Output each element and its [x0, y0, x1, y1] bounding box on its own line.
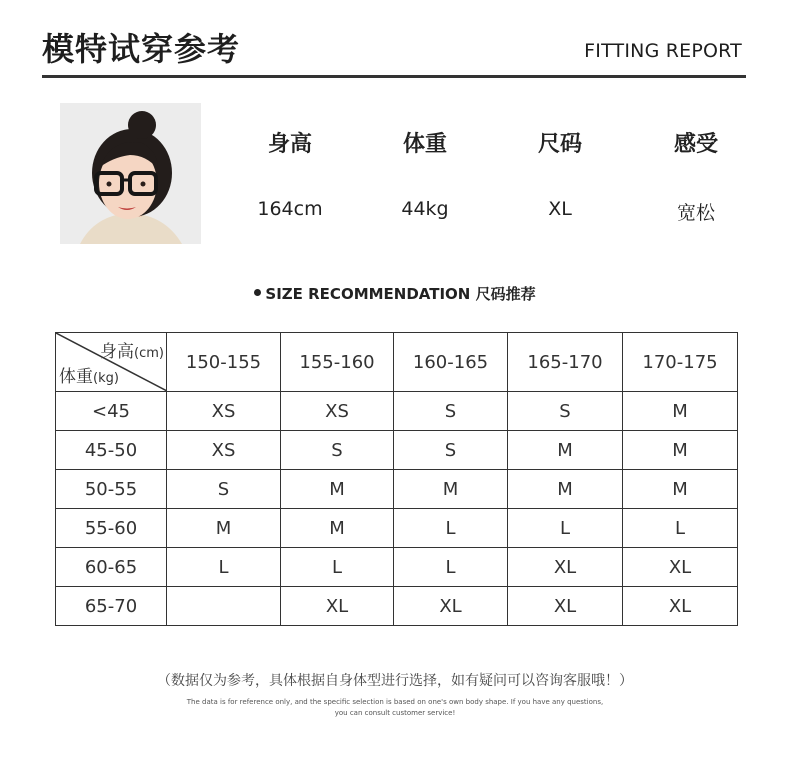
stat-feel-value: 宽松	[676, 202, 715, 224]
table-row	[56, 509, 738, 548]
bullet-icon	[254, 289, 261, 296]
weight-range-cell: 45-50	[56, 431, 167, 470]
size-cell: M	[508, 470, 623, 509]
height-range-header: 170-175	[623, 333, 738, 392]
size-recommendation-heading	[0, 283, 790, 304]
size-cell: XL	[508, 587, 623, 626]
disclaimer-en-line2: you can consult customer service!	[334, 709, 456, 717]
size-cell: L	[394, 509, 508, 548]
size-cell: M	[623, 431, 738, 470]
size-cell: M	[281, 470, 394, 509]
size-cell: M	[623, 470, 738, 509]
table-row	[56, 431, 738, 470]
weight-range-cell: 65-70	[56, 587, 167, 626]
page-subtitle: FITTING REPORT	[584, 40, 742, 62]
height-range-header: 150-155	[167, 333, 281, 392]
size-cell: S	[394, 431, 508, 470]
stat-height-value: 164cm	[257, 198, 323, 220]
size-cell: S	[508, 392, 623, 431]
size-cell: L	[623, 509, 738, 548]
stat-feel-label: 感受	[673, 132, 718, 157]
size-cell: M	[167, 509, 281, 548]
table-row	[56, 470, 738, 509]
corner-height-unit: (cm)	[134, 346, 164, 361]
size-cell: L	[167, 548, 281, 587]
size-cell: M	[623, 392, 738, 431]
corner-weight-label	[59, 362, 119, 387]
size-cell: L	[281, 548, 394, 587]
page-title: 模特试穿参考	[42, 30, 241, 68]
weight-range-cell: 55-60	[56, 509, 167, 548]
size-cell: XL	[623, 548, 738, 587]
size-cell: S	[167, 470, 281, 509]
size-cell: L	[508, 509, 623, 548]
disclaimer-cn: （数据仅为参考，具体根据自身体型进行选择，如有疑问可以咨询客服哦！）	[157, 673, 633, 689]
height-range-header: 155-160	[281, 333, 394, 392]
disclaimer-en-line1: The data is for reference only, and the specific selection is based on one's own body shape. If you have any questions,	[186, 698, 604, 706]
weight-range-cell: 60-65	[56, 548, 167, 587]
size-cell: XL	[623, 587, 738, 626]
size-table	[55, 332, 738, 626]
header-divider	[42, 75, 746, 78]
size-cell: S	[394, 392, 508, 431]
model-photo	[60, 103, 201, 244]
size-cell: XS	[167, 431, 281, 470]
stat-weight-value: 44kg	[401, 198, 449, 220]
size-recommendation-text: SIZE RECOMMENDATION 尺码推荐	[265, 285, 536, 303]
table-corner-cell	[56, 333, 167, 392]
height-range-header: 160-165	[394, 333, 508, 392]
table-row	[56, 587, 738, 626]
corner-weight-unit: (kg)	[93, 371, 119, 386]
corner-height-label	[100, 337, 164, 362]
size-cell: M	[508, 431, 623, 470]
stat-height-label: 身高	[267, 132, 312, 157]
corner-weight-text: 体重	[59, 367, 93, 387]
corner-height-text: 身高	[100, 342, 135, 362]
size-cell	[167, 587, 281, 626]
table-header-row	[56, 333, 738, 392]
size-cell: S	[281, 431, 394, 470]
table-row	[56, 392, 738, 431]
stat-size-label: 尺码	[537, 132, 582, 157]
height-range-header: 165-170	[508, 333, 623, 392]
size-cell: L	[394, 548, 508, 587]
size-cell: M	[281, 509, 394, 548]
table-row	[56, 548, 738, 587]
stat-size-value: XL	[548, 198, 572, 220]
size-cell: XS	[281, 392, 394, 431]
size-cell: XL	[508, 548, 623, 587]
size-cell: M	[394, 470, 508, 509]
size-cell: XL	[281, 587, 394, 626]
weight-range-cell: <45	[56, 392, 167, 431]
weight-range-cell: 50-55	[56, 470, 167, 509]
size-cell: XS	[167, 392, 281, 431]
stat-weight-label: 体重	[402, 132, 447, 157]
disclaimer-en	[0, 697, 790, 719]
size-cell: XL	[394, 587, 508, 626]
